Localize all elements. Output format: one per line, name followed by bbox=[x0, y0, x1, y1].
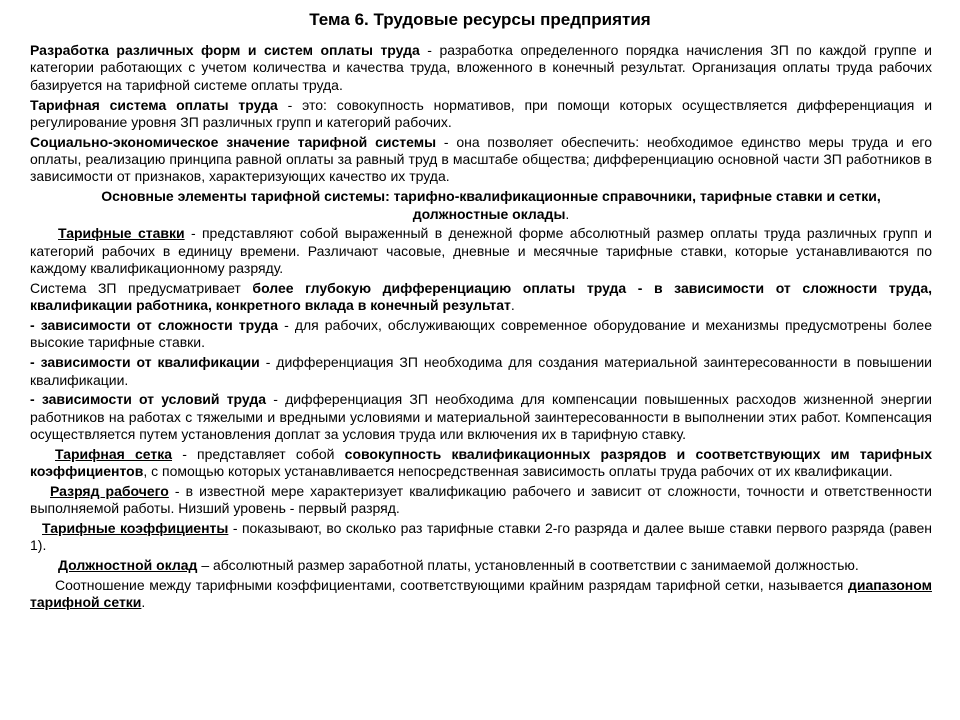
term-complexity: - зависимости от сложности труда bbox=[30, 317, 279, 334]
main-elements-period: . bbox=[565, 205, 570, 222]
definition-tariff-grid: , с помощью которых устанавливается непосредственная зависимость оплаты труда рабочих от их квалификации. bbox=[143, 463, 893, 480]
definition-tariff-coefficients: - показывают, во сколько раз тарифные ставки 2-го разряда и далее выше ставки первого разряда (равен 1). bbox=[30, 520, 932, 554]
term-worker-grade: Разряд рабочего bbox=[50, 482, 169, 499]
grid-range-text: Соотношение между тарифными коэффициентами, соответствующими крайним разрядам тарифной сетки, называется bbox=[55, 576, 848, 593]
term-tariff-coefficients: Тарифные коэффициенты bbox=[42, 520, 229, 537]
tariff-grid-mid: - представляет собой bbox=[172, 445, 345, 462]
paragraph-qualification bbox=[30, 354, 932, 389]
main-elements-heading: Основные элементы тарифной системы: тарифно-квалификационные справочники, тарифные ставки и сетки, должностные оклады bbox=[101, 188, 881, 222]
definition-official-salary: – абсолютный размер заработной платы, установленный в соответствии с занимаемой должностью. bbox=[197, 557, 859, 574]
definition-social-economic: - она позволяет обеспечить: необходимое единство меры труда и его оплаты, реализацию принципа равной оплаты за равный труд в масштабе общества; дифференциацию основной части ЗП работников в зависимости от признаков, характеризующих качество их труда. bbox=[30, 133, 932, 185]
tariff-grid-bold: совокупность квалификационных разрядов и соответствующих им тарифных коэффициентов bbox=[30, 445, 932, 480]
term-tariff-rates: Тарифные ставки bbox=[58, 225, 185, 242]
differentiation-bold: более глубокую дифференциацию оплаты труда - в зависимости от сложности труда, квалификации работника, конкретного вклада в конечный результат bbox=[30, 279, 932, 314]
differentiation-period: . bbox=[510, 297, 515, 314]
term-pay-systems: Разработка различных форм и систем оплаты труда bbox=[30, 42, 420, 58]
differentiation-lead: Система ЗП предусматривает bbox=[30, 279, 253, 296]
term-conditions: - зависимости от условий труда bbox=[30, 391, 267, 408]
term-qualification: - зависимости от квалификации bbox=[30, 354, 260, 371]
definition-pay-systems: - разработка определенного порядка начисления ЗП по каждой группе и категории работающих с учетом количества и качества труда, вложенного в конечный результат. Организация оплаты труда рабочих базируется на тарифной системе оплаты труда. bbox=[30, 42, 932, 93]
paragraph-social-economic bbox=[30, 134, 932, 186]
paragraph-conditions bbox=[30, 391, 932, 443]
paragraph-pay-systems bbox=[30, 42, 932, 94]
definition-tariff-system: - это: совокупность нормативов, при помощи которых осуществляется дифференциация и регулирование уровня ЗП различных групп и категорий рабочих. bbox=[30, 96, 933, 130]
document-body bbox=[30, 42, 932, 614]
definition-worker-grade: - в известной мере характеризует квалификацию рабочего и зависит от сложности, точности и ответственности выполняемой работы. Низший уровень - первый разряд. bbox=[30, 482, 933, 517]
paragraph-main-elements bbox=[30, 188, 932, 223]
page-title: Тема 6. Трудовые ресурсы предприятия bbox=[309, 10, 651, 29]
term-grid-range: диапазоном тарифной сетки bbox=[30, 576, 932, 611]
term-tariff-grid: Тарифная сетка bbox=[55, 445, 173, 462]
definition-qualification: - дифференциация ЗП необходима для создания материальной заинтересованности в повышении квалификации. bbox=[30, 354, 932, 388]
paragraph-tariff-grid bbox=[30, 446, 932, 481]
paragraph-grid-range bbox=[30, 577, 932, 612]
paragraph-tariff-coefficients bbox=[30, 520, 932, 555]
definition-complexity: - для рабочих, обслуживающих современное оборудование и механизмы предусмотрены более высокие тарифные ставки. bbox=[30, 317, 932, 351]
term-social-economic: Социально-экономическое значение тарифной системы bbox=[30, 133, 437, 150]
term-tariff-system: Тарифная система оплаты труда bbox=[30, 96, 278, 113]
definition-tariff-rates: - представляют собой выраженный в денежной форме абсолютный размер оплаты труда различных групп и категорий рабочих в единицу времени. Различают часовые, дневные и месячные тарифные ставки, которые устанавливаются по каждому квалификационному разряду. bbox=[30, 225, 933, 277]
grid-range-period: . bbox=[141, 594, 146, 611]
paragraph-tariff-system bbox=[30, 97, 932, 132]
paragraph-complexity bbox=[30, 317, 932, 352]
paragraph-official-salary bbox=[30, 557, 932, 574]
paragraph-worker-grade bbox=[30, 483, 932, 518]
definition-conditions: - дифференциация ЗП необходима для компенсации повышенных расходов жизненной энергии работников на работах с тяжелыми и вредными условиями и материальной заинтересованности в выполнении этих работ. Компенсация осуществляется путем установления доплат за условия труда или включения их в тарифную ставку. bbox=[30, 391, 933, 443]
term-official-salary: Должностной оклад bbox=[58, 557, 198, 574]
paragraph-tariff-rates bbox=[30, 225, 932, 277]
paragraph-differentiation bbox=[30, 280, 932, 315]
